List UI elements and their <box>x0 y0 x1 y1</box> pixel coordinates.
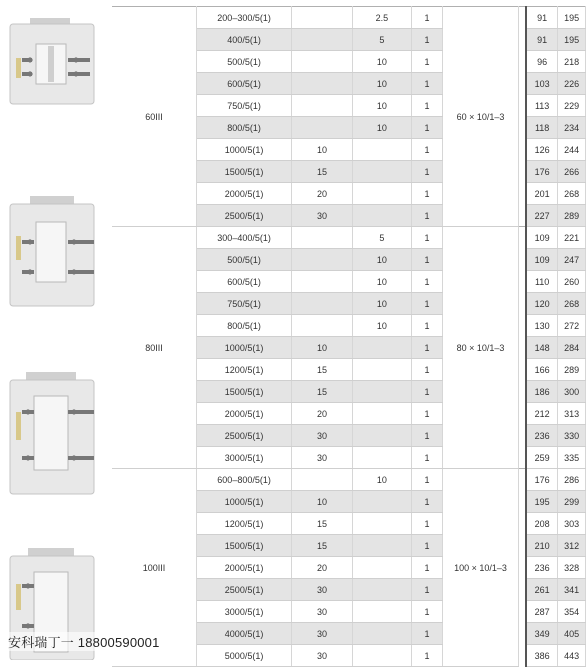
value-cell: 15 <box>292 535 353 557</box>
gap-cell <box>518 469 526 491</box>
gap-cell <box>518 73 526 95</box>
value-cell: 10 <box>352 51 411 73</box>
value-cell <box>352 557 411 579</box>
value-cell: 1 <box>411 513 442 535</box>
value-cell <box>352 491 411 513</box>
dimension-cell: 103 <box>526 73 558 95</box>
dimension-cell: 91 <box>526 7 558 29</box>
value-cell <box>352 139 411 161</box>
value-cell <box>352 645 411 667</box>
dimension-cell: 208 <box>526 513 558 535</box>
dimension-cell: 148 <box>526 337 558 359</box>
value-cell <box>352 183 411 205</box>
dimension-cell: 341 <box>558 579 586 601</box>
dimension-cell: 113 <box>526 95 558 117</box>
dimension-cell: 96 <box>526 51 558 73</box>
value-cell: 10 <box>352 469 411 491</box>
table-row <box>112 7 586 29</box>
value-cell <box>352 535 411 557</box>
dimension-cell: 176 <box>526 469 558 491</box>
ratio-cell: 2500/5(1) <box>197 205 292 227</box>
value-cell <box>352 579 411 601</box>
gap-cell <box>518 293 526 315</box>
ratio-cell: 200–300/5(1) <box>197 7 292 29</box>
value-cell <box>292 95 353 117</box>
dimension-cell: 244 <box>558 139 586 161</box>
gap-cell <box>518 51 526 73</box>
value-cell <box>352 359 411 381</box>
dimension-cell: 260 <box>558 271 586 293</box>
value-cell: 15 <box>292 513 353 535</box>
value-cell <box>352 447 411 469</box>
dimension-cell: 201 <box>526 183 558 205</box>
ratio-cell: 750/5(1) <box>197 95 292 117</box>
value-cell <box>352 205 411 227</box>
value-cell <box>292 271 353 293</box>
value-cell <box>292 293 353 315</box>
dimension-cell: 349 <box>526 623 558 645</box>
gap-cell <box>518 623 526 645</box>
ratio-cell: 800/5(1) <box>197 117 292 139</box>
ratio-cell: 1000/5(1) <box>197 491 292 513</box>
gap-cell <box>518 535 526 557</box>
value-cell: 10 <box>292 337 353 359</box>
gap-cell <box>518 29 526 51</box>
dimension-cell: 236 <box>526 557 558 579</box>
dimension-cell: 109 <box>526 227 558 249</box>
dimension-cell: 261 <box>526 579 558 601</box>
model-cell: 100III <box>112 469 197 667</box>
value-cell <box>292 29 353 51</box>
dimension-cell: 300 <box>558 381 586 403</box>
value-cell <box>352 337 411 359</box>
value-cell: 1 <box>411 337 442 359</box>
value-cell <box>352 403 411 425</box>
value-cell: 1 <box>411 381 442 403</box>
value-cell <box>352 425 411 447</box>
dimension-cell: 268 <box>558 293 586 315</box>
value-cell <box>292 469 353 491</box>
value-cell: 1 <box>411 117 442 139</box>
table-row <box>112 227 586 249</box>
gap-cell <box>518 315 526 337</box>
ratio-cell: 1500/5(1) <box>197 161 292 183</box>
value-cell: 30 <box>292 447 353 469</box>
value-cell: 10 <box>292 139 353 161</box>
value-cell <box>292 117 353 139</box>
gap-cell <box>518 117 526 139</box>
value-cell: 1 <box>411 645 442 667</box>
value-cell: 1 <box>411 491 442 513</box>
busbar-spec-cell: 60 × 10/1–3 <box>443 7 518 227</box>
ratio-cell: 2000/5(1) <box>197 183 292 205</box>
gap-cell <box>518 579 526 601</box>
dimension-cell: 443 <box>558 645 586 667</box>
dimension-cell: 130 <box>526 315 558 337</box>
dimension-cell: 328 <box>558 557 586 579</box>
busbar-spec-cell: 80 × 10/1–3 <box>443 227 518 469</box>
value-cell <box>292 7 353 29</box>
value-cell <box>292 73 353 95</box>
ct-photo-60 <box>8 18 104 106</box>
dimension-cell: 313 <box>558 403 586 425</box>
dimension-cell: 287 <box>526 601 558 623</box>
dimension-cell: 229 <box>558 95 586 117</box>
value-cell: 5 <box>352 29 411 51</box>
gap-cell <box>518 337 526 359</box>
dimension-cell: 166 <box>526 359 558 381</box>
dimension-cell: 236 <box>526 425 558 447</box>
value-cell: 1 <box>411 557 442 579</box>
value-cell: 15 <box>292 161 353 183</box>
gap-cell <box>518 513 526 535</box>
ratio-cell: 1200/5(1) <box>197 513 292 535</box>
value-cell: 1 <box>411 7 442 29</box>
ratio-cell: 400/5(1) <box>197 29 292 51</box>
value-cell <box>352 601 411 623</box>
gap-cell <box>518 425 526 447</box>
value-cell <box>352 513 411 535</box>
ratio-cell: 300–400/5(1) <box>197 227 292 249</box>
value-cell: 30 <box>292 645 353 667</box>
dimension-cell: 354 <box>558 601 586 623</box>
busbar-spec-cell: 100 × 10/1–3 <box>443 469 518 667</box>
ratio-cell: 1200/5(1) <box>197 359 292 381</box>
watermark: 安科瑞丁一 18800590001 <box>6 632 162 651</box>
gap-cell <box>518 161 526 183</box>
value-cell: 1 <box>411 293 442 315</box>
value-cell: 1 <box>411 227 442 249</box>
ratio-cell: 1500/5(1) <box>197 381 292 403</box>
value-cell: 1 <box>411 579 442 601</box>
dimension-cell: 210 <box>526 535 558 557</box>
dimension-cell: 330 <box>558 425 586 447</box>
value-cell: 10 <box>292 491 353 513</box>
spec-table <box>112 6 586 667</box>
dimension-cell: 303 <box>558 513 586 535</box>
gap-cell <box>518 359 526 381</box>
value-cell: 30 <box>292 579 353 601</box>
dimension-cell: 218 <box>558 51 586 73</box>
ratio-cell: 5000/5(1) <box>197 645 292 667</box>
dimension-cell: 289 <box>558 205 586 227</box>
gap-cell <box>518 183 526 205</box>
dimension-cell: 118 <box>526 117 558 139</box>
dimension-cell: 195 <box>526 491 558 513</box>
value-cell: 5 <box>352 227 411 249</box>
dimension-cell: 212 <box>526 403 558 425</box>
value-cell: 1 <box>411 403 442 425</box>
ratio-cell: 500/5(1) <box>197 249 292 271</box>
value-cell: 1 <box>411 271 442 293</box>
dimension-cell: 312 <box>558 535 586 557</box>
dimension-cell: 289 <box>558 359 586 381</box>
dimension-cell: 126 <box>526 139 558 161</box>
value-cell: 1 <box>411 249 442 271</box>
gap-cell <box>518 7 526 29</box>
dimension-cell: 109 <box>526 249 558 271</box>
value-cell: 20 <box>292 403 353 425</box>
value-cell: 15 <box>292 359 353 381</box>
gap-cell <box>518 601 526 623</box>
ratio-cell: 800/5(1) <box>197 315 292 337</box>
gap-cell <box>518 95 526 117</box>
ct-photo-100 <box>8 372 104 496</box>
model-cell: 80III <box>112 227 197 469</box>
ratio-cell: 600/5(1) <box>197 271 292 293</box>
value-cell: 1 <box>411 73 442 95</box>
value-cell: 1 <box>411 95 442 117</box>
gap-cell <box>518 139 526 161</box>
gap-cell <box>518 491 526 513</box>
dimension-cell: 91 <box>526 29 558 51</box>
value-cell: 1 <box>411 139 442 161</box>
dimension-cell: 299 <box>558 491 586 513</box>
value-cell: 15 <box>292 381 353 403</box>
ratio-cell: 600/5(1) <box>197 73 292 95</box>
dimension-cell: 386 <box>526 645 558 667</box>
value-cell: 30 <box>292 205 353 227</box>
value-cell: 1 <box>411 29 442 51</box>
value-cell: 1 <box>411 601 442 623</box>
value-cell <box>352 161 411 183</box>
value-cell: 30 <box>292 601 353 623</box>
gap-cell <box>518 447 526 469</box>
value-cell: 10 <box>352 249 411 271</box>
dimension-cell: 120 <box>526 293 558 315</box>
value-cell: 30 <box>292 623 353 645</box>
dimension-cell: 284 <box>558 337 586 359</box>
ratio-cell: 600–800/5(1) <box>197 469 292 491</box>
dimension-cell: 195 <box>558 29 586 51</box>
dimension-cell: 110 <box>526 271 558 293</box>
dimension-cell: 286 <box>558 469 586 491</box>
value-cell: 1 <box>411 161 442 183</box>
dimension-cell: 195 <box>558 7 586 29</box>
value-cell: 1 <box>411 623 442 645</box>
value-cell: 1 <box>411 469 442 491</box>
dimension-cell: 234 <box>558 117 586 139</box>
dimension-cell: 221 <box>558 227 586 249</box>
value-cell: 2.5 <box>352 7 411 29</box>
ratio-cell: 4000/5(1) <box>197 623 292 645</box>
dimension-cell: 268 <box>558 183 586 205</box>
value-cell: 10 <box>352 73 411 95</box>
dimension-cell: 266 <box>558 161 586 183</box>
dimension-cell: 272 <box>558 315 586 337</box>
value-cell: 1 <box>411 315 442 337</box>
dimension-cell: 335 <box>558 447 586 469</box>
dimension-cell: 226 <box>558 73 586 95</box>
product-photo-column <box>0 0 112 660</box>
value-cell: 1 <box>411 183 442 205</box>
dimension-cell: 176 <box>526 161 558 183</box>
gap-cell <box>518 381 526 403</box>
value-cell <box>292 249 353 271</box>
value-cell: 10 <box>352 117 411 139</box>
ratio-cell: 500/5(1) <box>197 51 292 73</box>
dimension-cell: 259 <box>526 447 558 469</box>
gap-cell <box>518 249 526 271</box>
gap-cell <box>518 645 526 667</box>
value-cell: 1 <box>411 425 442 447</box>
value-cell <box>292 227 353 249</box>
ratio-cell: 2000/5(1) <box>197 403 292 425</box>
dimension-cell: 227 <box>526 205 558 227</box>
gap-cell <box>518 557 526 579</box>
ratio-cell: 2500/5(1) <box>197 425 292 447</box>
value-cell: 30 <box>292 425 353 447</box>
value-cell <box>292 51 353 73</box>
value-cell: 10 <box>352 271 411 293</box>
ratio-cell: 750/5(1) <box>197 293 292 315</box>
gap-cell <box>518 227 526 249</box>
ratio-cell: 2000/5(1) <box>197 557 292 579</box>
value-cell <box>292 315 353 337</box>
gap-cell <box>518 205 526 227</box>
ratio-cell: 3000/5(1) <box>197 601 292 623</box>
ratio-cell: 1000/5(1) <box>197 337 292 359</box>
value-cell <box>352 381 411 403</box>
ratio-cell: 3000/5(1) <box>197 447 292 469</box>
value-cell: 1 <box>411 205 442 227</box>
value-cell: 10 <box>352 293 411 315</box>
model-cell: 60III <box>112 7 197 227</box>
table-row <box>112 469 586 491</box>
ct-photo-80 <box>8 196 104 308</box>
dimension-cell: 405 <box>558 623 586 645</box>
dimension-cell: 247 <box>558 249 586 271</box>
value-cell: 10 <box>352 315 411 337</box>
value-cell: 1 <box>411 535 442 557</box>
ratio-cell: 2500/5(1) <box>197 579 292 601</box>
value-cell: 1 <box>411 51 442 73</box>
value-cell: 10 <box>352 95 411 117</box>
ratio-cell: 1500/5(1) <box>197 535 292 557</box>
value-cell: 1 <box>411 359 442 381</box>
gap-cell <box>518 403 526 425</box>
value-cell: 1 <box>411 447 442 469</box>
gap-cell <box>518 271 526 293</box>
dimension-cell: 186 <box>526 381 558 403</box>
ratio-cell: 1000/5(1) <box>197 139 292 161</box>
value-cell: 20 <box>292 557 353 579</box>
value-cell <box>352 623 411 645</box>
value-cell: 20 <box>292 183 353 205</box>
